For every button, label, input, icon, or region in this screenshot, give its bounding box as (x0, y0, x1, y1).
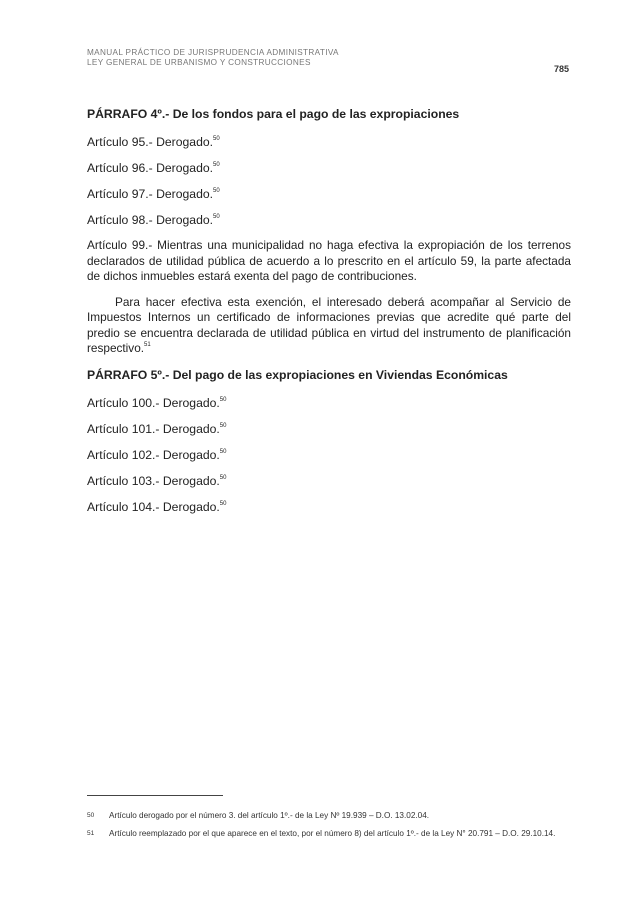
footnote-ref: 50 (213, 188, 220, 194)
section-heading-5: PÁRRAFO 5º.- Del pago de las expropiaciones en Viviendas Económicas (87, 367, 508, 382)
footnote-ref: 51 (144, 342, 151, 348)
footnote-ref: 50 (219, 422, 227, 429)
footnote-text: Artículo reemplazado por el que aparece en el texto, por el número 8) del artículo 1º.- de la Ley N° 20.791 – D.O. 29.10.14. (109, 829, 556, 838)
footnote-divider (87, 795, 223, 796)
article-103 (87, 473, 571, 489)
page-number: 785 (553, 64, 569, 74)
article-104 (87, 499, 571, 515)
article-text: Artículo 98.- Derogado. (87, 213, 214, 227)
section-heading-4: PÁRRAFO 4º.- De los fondos para el pago de las expropiaciones (87, 107, 460, 121)
footnote-number: 50 (87, 812, 95, 819)
article-96 (87, 160, 571, 176)
article-100 (87, 395, 571, 411)
article-text: Artículo 96.- Derogado. (87, 161, 214, 175)
paragraph-text: Para hacer efectiva esta exención, el interesado deberá acompañar al Servicio de Impuestos Internos un certificado de informaciones previas que acredite qué parte del predio se encuentra declarada de utilidad pública en virtud del instrumento de planificación respectivo. (87, 294, 571, 355)
article-101 (87, 421, 571, 437)
article-text: Artículo 101.- Derogado. (87, 421, 220, 436)
article-99-paragraph-2 (87, 295, 571, 357)
footnote-ref: 50 (219, 396, 227, 403)
footnote-ref: 50 (213, 214, 220, 220)
footnote-ref: 50 (219, 474, 227, 481)
header-title: MANUAL PRÁCTICO DE JURISPRUDENCIA ADMINISTRATIVA (87, 48, 339, 57)
header-subtitle: LEY GENERAL DE URBANISMO Y CONSTRUCCIONES (87, 58, 311, 67)
article-102 (87, 447, 571, 463)
article-text: Artículo 97.- Derogado. (87, 187, 214, 201)
page-body (87, 106, 571, 525)
article-text: Artículo 95.- Derogado. (87, 135, 214, 149)
article-99: Artículo 99.- Mientras una municipalidad no haga efectiva la expropiación de los terrenos declarados de utilidad pública de acuerdo a lo prescrito en el artículo 59, la parte afectada de dichos inmuebles estará exenta del pago de contribuciones. (87, 238, 571, 283)
article-text: Artículo 104.- Derogado. (87, 499, 220, 514)
footnote-text: Artículo derogado por el número 3. del artículo 1º.- de la Ley Nº 19.939 – D.O. 13.02.04. (109, 811, 430, 820)
article-97 (87, 186, 571, 202)
article-text: Artículo 100.- Derogado. (87, 395, 220, 410)
article-text: Artículo 102.- Derogado. (87, 447, 220, 462)
footnote-51 (87, 828, 571, 839)
footnote-ref: 50 (219, 448, 227, 455)
footnotes (87, 795, 571, 846)
footnote-ref: 50 (219, 500, 227, 507)
article-98 (87, 212, 571, 228)
footnote-50 (87, 810, 571, 821)
footnote-number: 51 (87, 830, 95, 837)
article-95 (87, 134, 571, 150)
footnote-ref: 50 (213, 162, 220, 168)
running-header (87, 48, 571, 74)
article-text: Artículo 103.- Derogado. (87, 473, 220, 488)
footnote-ref: 50 (213, 136, 220, 142)
